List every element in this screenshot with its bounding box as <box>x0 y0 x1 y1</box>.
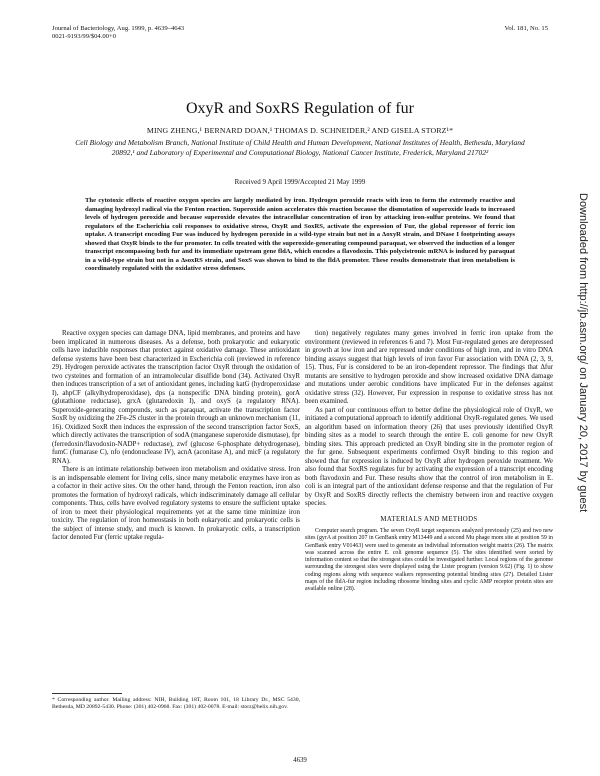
abstract: The cytotoxic effects of reactive oxygen species are largely mediated by iron. Hydrogen peroxide reacts with iron to form the extremely reactive and damaging hydroxyl radical via the Fenton reaction. Superoxide anion accelerates this reaction because the dismutation of superoxide leads to increased levels of hydrogen peroxide and because superoxide elevates the intracellular concentration of iron by attacking iron-sulfur proteins. We found that regulators of the Escherichia coli responses to oxidative stress, OxyR and SoxRS, activate the expression of Fur, the global repressor of ferric ion uptake. A transcript encoding Fur was induced by hydrogen peroxide in a wild-type strain but not in a ΔoxyR strain, and DNase I footprinting assays showed that OxyR binds to the fur promoter. In cells treated with the superoxide-generating compound paraquat, we observed the induction of a longer transcript encompassing both fur and its immediate upstream gene fldA, which encodes a flavodoxin. This polycistronic mRNA is induced by paraquat in a wild-type strain but not in a ΔsoxRS strain, and SoxS was shown to bind to the fldA promoter. These results demonstrate that iron metabolism is coordinately regulated with the oxidative stress defenses. <box>85 197 515 273</box>
body-paragraph: There is an intimate relationship between iron metabolism and oxidative stress. Iron is an indispensable element for living cells, since many metabolic enzymes have iron as a cofactor in their active sites. On the other hand, through the Fenton reaction, iron also promotes the formation of hydroxyl radicals, which indiscriminately damage all cellular components. Thus, cells have evolved regulatory systems to ensure the sufficient uptake of iron to meet their physiological requirements yet at the same time minimize iron toxicity. The regulation of iron homeostasis in both eukaryotic and prokaryotic cells is the subject of intense study, and much is known. In prokaryotic cells, a transcription factor denoted Fur (ferric uptake regula- <box>52 465 300 541</box>
affiliations: Cell Biology and Metabolism Branch, National Institute of Child Health and Human Development, National Institutes of Health, Bethesda, Maryland 20892,¹ and Laboratory of Experimental and Computational Biology, National Cancer Institute, Frederick, Maryland 21702² <box>75 138 525 157</box>
article-title: OxyR and SoxRS Regulation of fur <box>186 100 414 117</box>
footnote-divider <box>52 693 122 694</box>
received-dates: Received 9 April 1999/Accepted 21 May 1999 <box>234 178 366 186</box>
right-column <box>305 329 553 594</box>
methods-paragraph: Computer search program. The seven OxyR target sequences analyzed previously (25) and two new sites (gyrA at position 207 in GenBank entry M13449 and a second Mu phage mom site at position 59 in GenBank entry V01463) were used to generate an individual information weight matrix (26). The matrix was scanned across the entire E. coli genome sequence (5). The sites identified were sorted by information content so that the strongest sites could be investigated further. Local regions of the genome surrounding the strongest sites were displayed using the Lister program (version 9.62) (Fig. 1) to show coding regions along with sequence walkers representing potential binding sites (27). Detailed Lister maps of the fldA-fur region including ribosome binding sites and cyclic AMP receptor protein sites are available online (28). <box>305 528 553 593</box>
body-paragraph: tion) negatively regulates many genes involved in ferric iron uptake from the environment (reviewed in references 6 and 7). Most Fur-regulated genes are derepressed in growth at low iron and are repressed under conditions of high iron, and in vitro DNA binding assays suggest that high levels of iron favor Fur association with DNA (2, 3, 9, 15). Thus, Fur is considered to be an iron-dependent repressor. The findings that Δfur mutants are sensitive to hydrogen peroxide and show increased oxidative DNA damage and mutations under aerobic conditions have implicated Fur in the defenses against oxidative stress (32). However, Fur expression in response to oxidative stress has not been examined. <box>305 329 553 405</box>
body-paragraph: As part of our continuous effort to better define the physiological role of OxyR, we initiated a computational approach to identify additional OxyR-regulated genes. We used an algorithm based on information theory (26) that uses previously identified OxyR binding sites as a model to search through the entire E. coli genome for new OxyR binding sites. This approach predicted an OxyR binding site in the promoter region of the fur gene. Subsequent experiments confirmed OxyR binding to this region and showed that fur expression is induced by OxyR after hydrogen peroxide treatment. We also found that SoxRS regulates fur by activating the expression of a transcript encoding both flavodoxin and Fur. These results show that the control of iron metabolism in E. coli is an integral part of the antioxidant defense response and that the regulation of Fur by OxyR and SoxRS directly reflects the chemistry between iron and reactive oxygen species. <box>305 405 553 507</box>
journal-header <box>52 25 184 41</box>
issn-line: 0021-9193/99/$04.00+0 <box>52 33 116 41</box>
volume-info: Vol. 181, No. 15 <box>504 25 548 32</box>
corresponding-author-footnote: * Corresponding author. Mailing address: NIH, Building 18T, Room 101, 18 Library Dr., MSC 5430, Bethesda, MD 20892-5430. Phone: (301) 402-0968. Fax: (301) 402-0078. E-mail: storz@helix.nih.gov. <box>52 697 300 710</box>
download-watermark-text: Downloaded from http://jb.asm.org/ on January 20, 2017 by guest <box>577 193 589 513</box>
section-heading: MATERIALS AND METHODS <box>380 515 478 523</box>
author-list: MING ZHENG,¹ BERNARD DOAN,¹ THOMAS D. SCHNEIDER,² AND GISELA STORZ¹* <box>146 126 454 135</box>
page-number: 4639 <box>293 757 307 764</box>
left-column <box>52 329 300 542</box>
download-watermark <box>576 193 592 553</box>
body-paragraph: Reactive oxygen species can damage DNA, lipid membranes, and proteins and have been implicated in numerous diseases. As a defense, both prokaryotic and eukaryotic cells have inducible responses that protect against oxidative damage. These antioxidant defense systems have been best characterized in Escherichia coli (reviewed in reference 29). Hydrogen peroxide activates the transcription factor OxyR through the oxidation of two cysteines and formation of an intramolecular disulfide bond (34). Activated OxyR then induces transcription of a set of antioxidant genes, including katG (hydroperoxidase I), ahpCF (alkylhydroperoxidase), dps (a nonspecific DNA binding protein), gorA (glutathione reductase), grxA (glutaredoxin I), and oxyS (a regulatory RNA). Superoxide-generating compounds, such as paraquat, activate the transcription factor SoxR by oxidizing the 2Fe-2S cluster in the protein through an unknown mechanism (11, 16). Oxidized SoxR then induces the expression of the second transcription factor SoxS, which directly activates the transcription of sodA (manganese superoxide dismutase), fpr (ferredoxin/flavodoxin-NADP+ reductase), zwf (glucose 6-phosphate dehydrogenase), fumC (fumarase C), nfo (endonuclease IV), acnA (aconitase A), and micF (a regulatory RNA). <box>52 329 300 465</box>
journal-citation: Journal of Bacteriology, Aug. 1999, p. 4639–4643 <box>52 25 185 32</box>
